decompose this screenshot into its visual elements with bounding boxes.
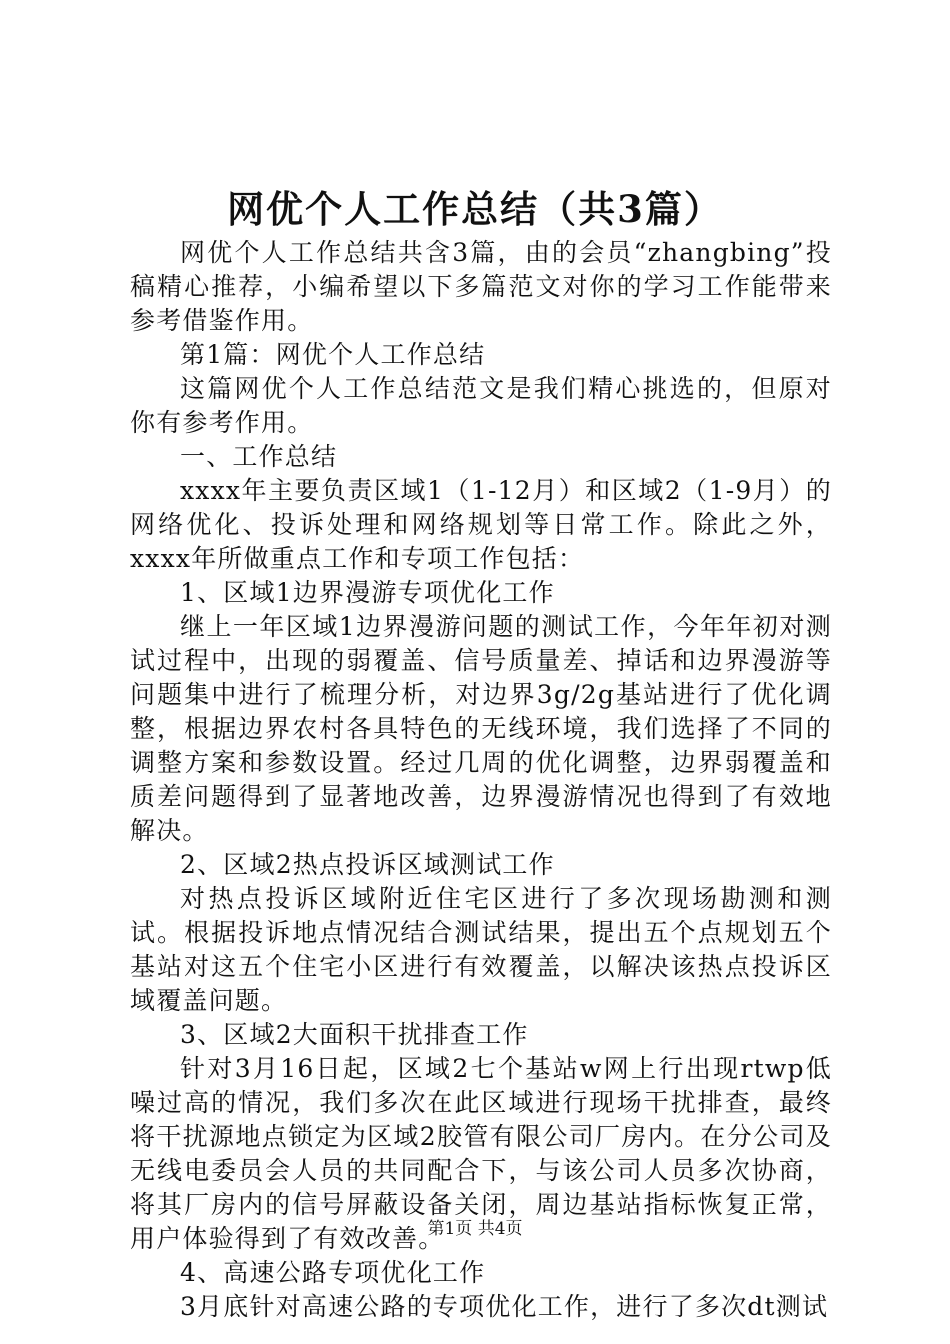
paragraph-section-heading: 一、工作总结 bbox=[180, 442, 338, 471]
paragraph-heading-part1: 第1篇：网优个人工作总结 bbox=[180, 340, 486, 369]
page-number-footer: 第1页 共4页 bbox=[427, 1219, 523, 1239]
paragraph-item2-body: 对热点投诉区域附近住宅区进行了多次现场勘测和测试。根据投诉地点情况结合测试结果，提出五个点规划五个基站对这五个住宅小区进行有效覆盖，以解决该热点投诉区域覆盖问题。 bbox=[130, 884, 832, 1015]
paragraph-item2-heading: 2、区域2热点投诉区域测试工作 bbox=[180, 850, 555, 879]
paragraph-item4-body: 3月底针对高速公路的专项优化工作，进行了多次dt测试 bbox=[180, 1292, 829, 1321]
document-body bbox=[130, 236, 832, 1324]
paragraph-part1-note: 这篇网优个人工作总结范文是我们精心挑选的，但原对你有参考作用。 bbox=[130, 374, 832, 437]
paragraph-work-overview: xxxx年主要负责区域1（1-12月）和区域2（1-9月）的网络优化、投诉处理和网络规划等日常工作。除此之外，xxxx年所做重点工作和专项工作包括： bbox=[130, 476, 832, 573]
paragraph-item1-body: 继上一年区域1边界漫游问题的测试工作，今年年初对测试过程中，出现的弱覆盖、信号质量差、掉话和边界漫游等问题集中进行了梳理分析，对边界3g/2g基站进行了优化调整，根据边界农村各具特色的无线环境，我们选择了不同的调整方案和参数设置。经过几周的优化调整，边界弱覆盖和质差问题得到了显著地改善，边界漫游情况也得到了有效地解决。 bbox=[130, 612, 832, 845]
paragraph-item3-heading: 3、区域2大面积干扰排查工作 bbox=[180, 1020, 529, 1049]
paragraph-intro: 网优个人工作总结共含3篇，由的会员“zhangbing”投稿精心推荐，小编希望以下多篇范文对你的学习工作能带来参考借鉴作用。 bbox=[130, 238, 832, 335]
document-title: 网优个人工作总结（共3篇） bbox=[227, 187, 723, 231]
paragraph-item1-heading: 1、区域1边界漫游专项优化工作 bbox=[180, 578, 555, 607]
paragraph-item3-body: 针对3月16日起，区域2七个基站w网上行出现rtwp低噪过高的情况，我们多次在此区域进行现场干扰排查，最终将干扰源地点锁定为区域2胶管有限公司厂房内。在分公司及无线电委员会人员的共同配合下，与该公司人员多次协商，将其厂房内的信号屏蔽设备关闭，周边基站指标恢复正常，用户体验得到了有效改善。 bbox=[130, 1054, 832, 1253]
paragraph-item4-heading: 4、高速公路专项优化工作 bbox=[180, 1258, 486, 1287]
